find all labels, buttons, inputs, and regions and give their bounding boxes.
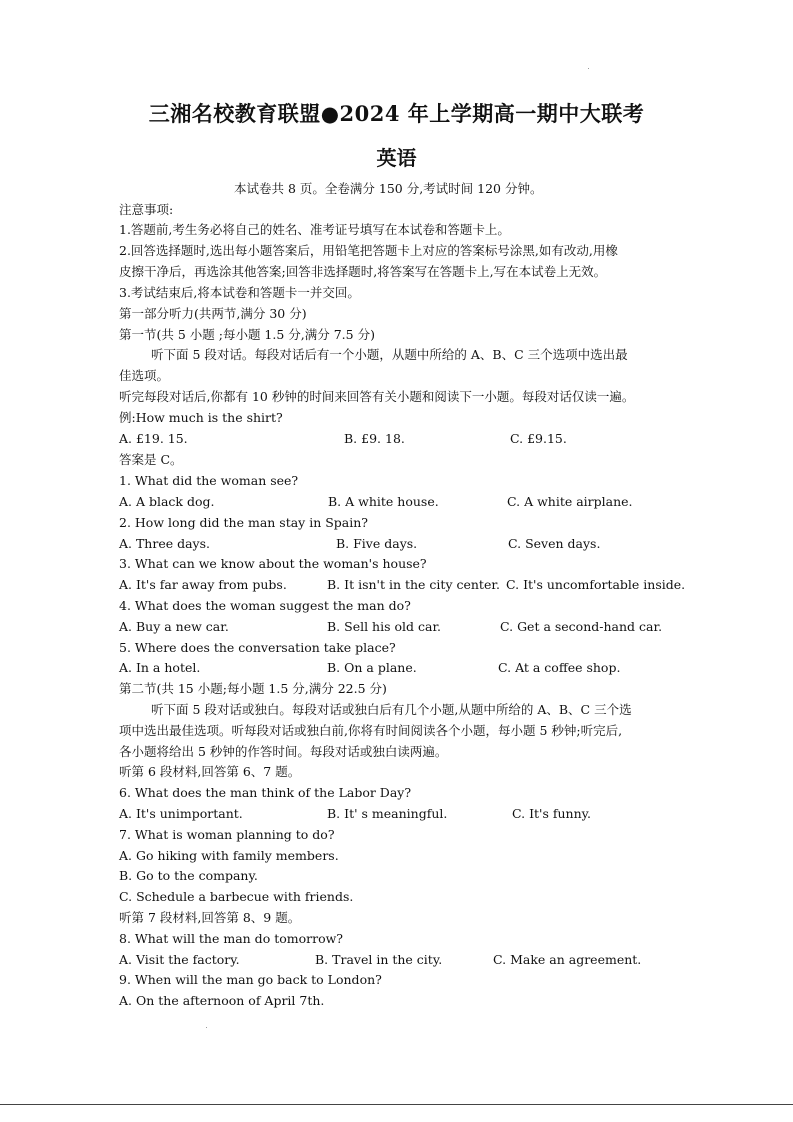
- question-3: 3. What can we know about the woman's house?: [119, 556, 427, 571]
- q6-option-a: A. It's unimportant.: [119, 806, 243, 821]
- note-1: 1.答题前,考生务必将自己的姓名、准考证号填写在本试卷和答题卡上。: [119, 222, 510, 237]
- notes-heading: 注意事项:: [119, 202, 174, 217]
- question-8: 8. What will the man do tomorrow?: [119, 931, 343, 946]
- scan-dot: [206, 1027, 207, 1028]
- example-option-b: B. £9. 18.: [344, 431, 405, 446]
- question-4: 4. What does the woman suggest the man do?: [119, 598, 411, 613]
- question-1: 1. What did the woman see?: [119, 473, 299, 488]
- question-6: 6. What does the man think of the Labor Day?: [119, 785, 412, 800]
- example-answer: 答案是 C。: [119, 452, 183, 467]
- exam-info: 本试卷共 8 页。全卷满分 150 分,考试时间 120 分钟。: [234, 181, 543, 196]
- section2-heading: 第二节(共 15 小题;每小题 1.5 分,满分 22.5 分): [119, 681, 387, 696]
- section1-heading: 第一节(共 5 小题 ;每小题 1.5 分,满分 7.5 分): [119, 327, 375, 342]
- q3-option-c: C. It's uncomfortable inside.: [506, 577, 686, 592]
- q8-option-b: B. Travel in the city.: [315, 952, 443, 967]
- section2-instruction-line-3: 各小题将给出 5 秒钟的作答时间。每段对话或独白读两遍。: [119, 744, 448, 759]
- q6-option-b: B. It' s meaningful.: [327, 806, 448, 821]
- q5-option-c: C. At a coffee shop.: [498, 660, 621, 675]
- section1-instruction-line-1: 听下面 5 段对话。每段对话后有一个小题，从题中所给的 A、B、C 三个选项中选出最: [151, 347, 628, 362]
- note-2-line-2: 皮擦干净后，再选涂其他答案;回答非选择题时,将答案写在答题卡上,写在本试卷上无效。: [119, 264, 607, 279]
- section2-instruction-line-2: 项中选出最佳选项。听每段对话或独白前,你将有时间阅读各个小题，每小题 5 秒钟;听完后,: [119, 723, 623, 738]
- section2-instruction-line-1: 听下面 5 段对话或独白。每段对话或独白后有几个小题,从题中所给的 A、B、C 三个选: [151, 702, 632, 717]
- scan-dot: [588, 68, 589, 69]
- question-9: 9. When will the man go back to London?: [119, 972, 382, 987]
- q1-option-a: A. A black dog.: [119, 494, 215, 509]
- q5-option-b: B. On a plane.: [327, 660, 417, 675]
- section1-instruction-line-2: 佳选项。: [119, 368, 170, 383]
- part1-heading: 第一部分听力(共两节,满分 30 分): [119, 306, 307, 321]
- example-option-c: C. £9.15.: [510, 431, 567, 446]
- question-7: 7. What is woman planning to do?: [119, 827, 335, 842]
- example-question: 例:How much is the shirt?: [119, 410, 283, 425]
- exam-title: 三湘名校教育联盟●2024 年上学期高一期中大联考: [148, 101, 645, 126]
- q3-option-b: B. It isn't in the city center.: [327, 577, 500, 592]
- material-6-note: 听第 6 段材料,回答第 6、7 题。: [119, 764, 301, 779]
- q2-option-c: C. Seven days.: [508, 536, 601, 551]
- page-bottom-rule: [0, 1104, 793, 1105]
- material-7-note: 听第 7 段材料,回答第 8、9 题。: [119, 910, 301, 925]
- q4-option-a: A. Buy a new car.: [119, 619, 229, 634]
- example-option-a: A. £19. 15.: [119, 431, 188, 446]
- subject-title: 英语: [376, 146, 417, 170]
- q1-option-c: C. A white airplane.: [507, 494, 633, 509]
- q5-option-a: A. In a hotel.: [119, 660, 201, 675]
- section1-instruction-line-3: 听完每段对话后,你都有 10 秒钟的时间来回答有关小题和阅读下一小题。每段对话仅读一遍。: [119, 389, 635, 404]
- q7-option-a: A. Go hiking with family members.: [119, 848, 339, 863]
- q6-option-c: C. It's funny.: [512, 806, 592, 821]
- q9-option-a: A. On the afternoon of April 7th.: [119, 993, 325, 1008]
- q2-option-a: A. Three days.: [119, 536, 211, 551]
- q2-option-b: B. Five days.: [336, 536, 418, 551]
- note-2-line-1: 2.回答选择题时,选出每小题答案后，用铅笔把答题卡上对应的答案标号涂黑,如有改动,用橡: [119, 243, 618, 258]
- question-5: 5. Where does the conversation take place?: [119, 640, 396, 655]
- q8-option-c: C. Make an agreement.: [493, 952, 642, 967]
- note-3: 3.考试结束后,将本试卷和答题卡一并交回。: [119, 285, 360, 300]
- q7-option-c: C. Schedule a barbecue with friends.: [119, 889, 354, 904]
- q4-option-b: B. Sell his old car.: [327, 619, 442, 634]
- q1-option-b: B. A white house.: [328, 494, 439, 509]
- q3-option-a: A. It's far away from pubs.: [119, 577, 287, 592]
- q7-option-b: B. Go to the company.: [119, 868, 258, 883]
- q4-option-c: C. Get a second-hand car.: [500, 619, 663, 634]
- question-2: 2. How long did the man stay in Spain?: [119, 515, 369, 530]
- q8-option-a: A. Visit the factory.: [119, 952, 240, 967]
